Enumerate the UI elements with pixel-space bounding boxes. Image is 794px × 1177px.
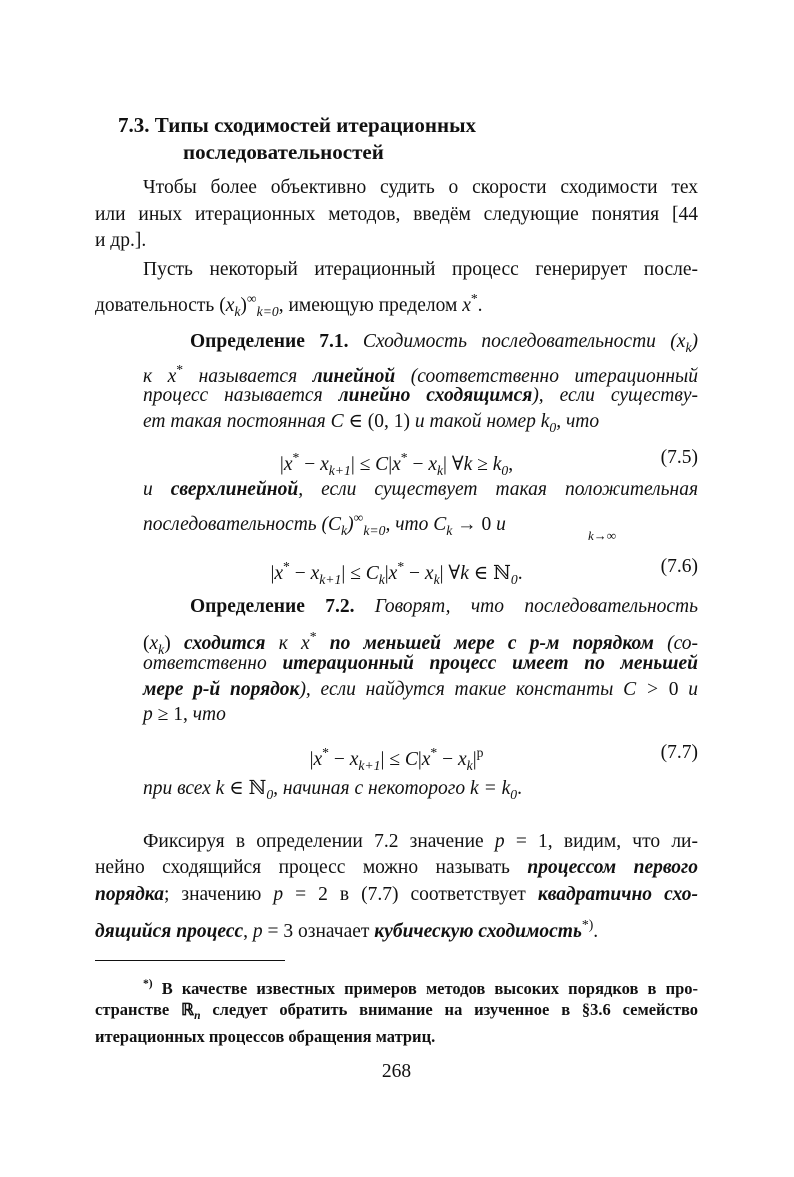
text-run: k <box>446 522 453 538</box>
text-run: ) <box>164 633 184 655</box>
equation-number: (7.5) <box>660 447 698 468</box>
text-run: x <box>462 295 471 317</box>
text-run: 0 <box>549 419 557 435</box>
text-run: ∞ <box>353 510 364 525</box>
text-run: x <box>392 454 401 476</box>
text-line <box>95 1025 698 1049</box>
text-line <box>143 652 698 676</box>
text-run: В качестве известных примеров методов высоких порядков в про- <box>152 978 698 998</box>
text-run: процессом первого <box>527 857 699 878</box>
text-run: по меньшей мере с p-м порядком <box>316 633 654 655</box>
text-run: итерационный процесс имеет по меньшей <box>282 653 699 674</box>
text-line <box>95 913 698 944</box>
text-run: k <box>433 571 440 587</box>
text-run: → <box>452 514 482 536</box>
text-run: следует обратить внимание на изученное в §3.6 семейство <box>200 1000 698 1019</box>
text-run: k=0 <box>363 522 386 538</box>
text-run: x <box>313 749 323 771</box>
section-heading: 7.3. Типы сходимостей итерационных <box>118 113 476 137</box>
text-line <box>143 678 698 702</box>
text-run: ), если найдутся такие константы C > <box>299 679 669 700</box>
text-run: квадратично схо- <box>537 884 698 905</box>
text-run: ( <box>143 633 150 655</box>
text-line <box>143 410 698 440</box>
text-run: и такой номер k <box>410 411 550 432</box>
text-run: k <box>463 454 473 476</box>
text-run: , что C <box>385 514 447 536</box>
text-run: мере p-й порядок <box>143 679 300 700</box>
text-run: ет такая постоянная C ∈ <box>143 411 368 432</box>
text-run: = 1, видим, что ли- <box>504 831 698 852</box>
text-run: *) <box>581 917 594 932</box>
footnote-divider <box>95 960 285 961</box>
text-run: . <box>477 295 483 317</box>
text-run: порядка <box>95 884 164 905</box>
text-run: k <box>460 563 469 585</box>
text-line <box>143 478 698 502</box>
text-run: | <box>472 749 477 771</box>
text-run: , начиная с некоторого k = k <box>273 778 511 799</box>
text-run: Чтобы более объективно судить о скорости сходимости тех <box>143 177 698 198</box>
text-run: − <box>437 749 458 771</box>
text-run: C <box>375 454 389 476</box>
text-run: k <box>466 757 473 773</box>
text-run: = 2 в (7.7) соответствует <box>283 884 538 905</box>
text-run: x <box>428 454 437 476</box>
page-number: 268 <box>381 1061 412 1082</box>
text-run: ∈ ℕ <box>468 563 511 585</box>
text-run: процесс называется <box>143 385 339 406</box>
text-run: (со- <box>653 633 698 655</box>
text-run: x <box>225 295 235 317</box>
equation-line <box>95 555 698 592</box>
text-line <box>143 258 698 282</box>
text-run: , если существует такая положительная <box>298 479 699 500</box>
text-run: k=0 <box>256 303 279 319</box>
text-run: , имеющую пределом <box>278 295 463 317</box>
text-run: x <box>424 563 434 585</box>
text-run: | <box>388 454 393 476</box>
text-line <box>143 830 698 854</box>
text-run: x <box>283 454 293 476</box>
text-run: кубическую сходимость <box>374 921 582 943</box>
text-run: C <box>365 563 379 585</box>
text-run: . <box>593 921 599 943</box>
text-line <box>190 330 698 360</box>
text-line <box>143 703 698 727</box>
text-run: что <box>192 704 226 725</box>
text-run: * <box>309 629 317 644</box>
text-run: странстве ℝ <box>95 1000 195 1019</box>
text-run: | ≤ <box>380 749 405 771</box>
text-run: k <box>492 454 502 476</box>
text-run: (0, 1) <box>367 411 411 432</box>
text-run: (соответственно итерационный <box>395 366 698 388</box>
text-run: сходится <box>183 633 266 655</box>
text-run: Сходимость последовательности ( <box>362 331 677 352</box>
text-run: ∞ <box>246 291 257 306</box>
text-run: ) <box>240 295 247 317</box>
text-run: p <box>494 831 505 852</box>
text-run: | ∀ <box>443 454 464 476</box>
text-run: x <box>349 749 359 771</box>
equation-number: (7.7) <box>660 742 698 763</box>
text-run: = 3 означает <box>262 921 375 943</box>
text-run: Говорят, что последовательность <box>374 596 698 617</box>
text-run: ) <box>347 514 354 536</box>
text-run: дящийся процесс <box>95 921 244 943</box>
text-run: x <box>421 749 431 771</box>
text-run: к x <box>265 633 310 655</box>
text-run: k+1 <box>328 462 351 478</box>
text-run: и др.]. <box>95 230 147 251</box>
text-run: p <box>143 704 153 725</box>
text-run: 0 <box>481 514 497 536</box>
text-run: x <box>320 454 329 476</box>
text-run: k <box>341 522 348 538</box>
text-run: x <box>274 563 283 585</box>
text-run: | ∀ <box>439 563 461 585</box>
text-run: и <box>678 679 699 700</box>
text-run: p <box>273 884 284 905</box>
text-run: * <box>470 291 478 306</box>
text-run: n <box>194 1010 201 1023</box>
text-run: | <box>384 563 389 585</box>
text-run: k <box>685 339 692 355</box>
text-run: k+1 <box>358 757 381 773</box>
text-line <box>95 229 698 253</box>
text-run: линейно сходящимся <box>338 385 533 406</box>
text-run: ≥ 1, <box>152 704 193 725</box>
text-run: C <box>404 749 418 771</box>
text-run: Определение 7.1. <box>190 331 363 352</box>
text-run: , что <box>556 411 600 432</box>
text-run: x <box>149 633 159 655</box>
text-run: k <box>234 303 241 319</box>
text-run: | <box>309 749 314 771</box>
text-run: и <box>143 479 171 500</box>
text-run: k <box>436 462 444 478</box>
text-run: ; значению <box>163 884 274 905</box>
text-run: − <box>328 749 350 771</box>
text-run: или иных итерационных методов, введём следующие понятия [44 <box>95 204 698 225</box>
text-run: | <box>270 563 275 585</box>
text-line <box>95 287 698 324</box>
limit-subscript: k→∞ <box>588 528 617 543</box>
text-run: * <box>322 745 329 760</box>
text-run: * <box>400 450 408 465</box>
text-run: ℕ <box>248 778 267 799</box>
text-run: − <box>407 454 429 476</box>
text-run: x <box>388 563 398 585</box>
equation-line <box>95 741 698 778</box>
text-line <box>95 998 698 1028</box>
text-run: * <box>430 745 438 760</box>
text-run: k <box>378 571 385 587</box>
text-run: 0 <box>266 786 274 802</box>
text-run: 0 <box>510 786 518 802</box>
text-run: ≥ <box>472 454 493 476</box>
text-run: | <box>279 454 284 476</box>
text-run: ) <box>691 331 698 352</box>
text-run: . <box>517 778 522 799</box>
text-run: k <box>158 641 165 657</box>
text-run: | ≤ <box>350 454 376 476</box>
equation-number: (7.6) <box>660 556 698 577</box>
text-line <box>190 595 698 619</box>
text-run: − <box>404 563 425 585</box>
text-run: x <box>310 563 320 585</box>
text-run: − <box>299 454 321 476</box>
text-run: | <box>417 749 422 771</box>
text-run: к x <box>143 366 177 388</box>
text-run: * <box>397 559 405 574</box>
text-run: * <box>292 450 300 465</box>
text-run: , <box>508 454 514 476</box>
text-run: x <box>457 749 467 771</box>
text-line <box>95 856 698 880</box>
text-run: Пусть некоторый итерационный процесс генерирует после- <box>143 259 698 280</box>
text-run: , <box>243 921 253 943</box>
text-run: при всех k ∈ <box>143 778 249 799</box>
text-run: ответственно <box>143 653 283 674</box>
text-line <box>143 777 698 807</box>
text-run: − <box>289 563 311 585</box>
text-run: линейной <box>312 366 396 388</box>
text-run: ), если существу- <box>532 385 698 406</box>
text-run: 0 <box>510 571 518 587</box>
text-run: | ≤ <box>341 563 366 585</box>
text-line <box>143 972 698 1001</box>
text-run: x <box>676 331 686 352</box>
text-run: * <box>283 559 290 574</box>
text-run: последовательность (C <box>143 514 342 536</box>
text-line <box>143 506 698 543</box>
text-run: *) <box>143 978 153 990</box>
text-run: и <box>496 514 506 536</box>
text-run: Определение 7.2. <box>190 596 375 617</box>
section-heading-continued: последовательностей <box>183 140 384 164</box>
text-run: k+1 <box>319 571 342 587</box>
text-run: довательность ( <box>95 295 226 317</box>
text-line <box>95 883 698 907</box>
text-line <box>143 384 698 408</box>
text-line <box>143 176 698 200</box>
text-run: итерационных процессов обращения матриц. <box>95 1027 436 1046</box>
text-run: 0 <box>668 679 679 700</box>
text-run: . <box>517 563 523 585</box>
text-run: сверхлинейной <box>170 479 299 500</box>
text-line <box>95 203 698 227</box>
text-run: * <box>176 362 184 377</box>
text-run: p <box>476 745 484 760</box>
text-run: p <box>252 921 263 943</box>
text-run: Фиксируя в определении 7.2 значение <box>143 831 495 852</box>
text-run: называется <box>183 366 313 388</box>
text-run: 0 <box>501 462 509 478</box>
text-run: нейно сходящийся процесс можно называть <box>95 857 528 878</box>
